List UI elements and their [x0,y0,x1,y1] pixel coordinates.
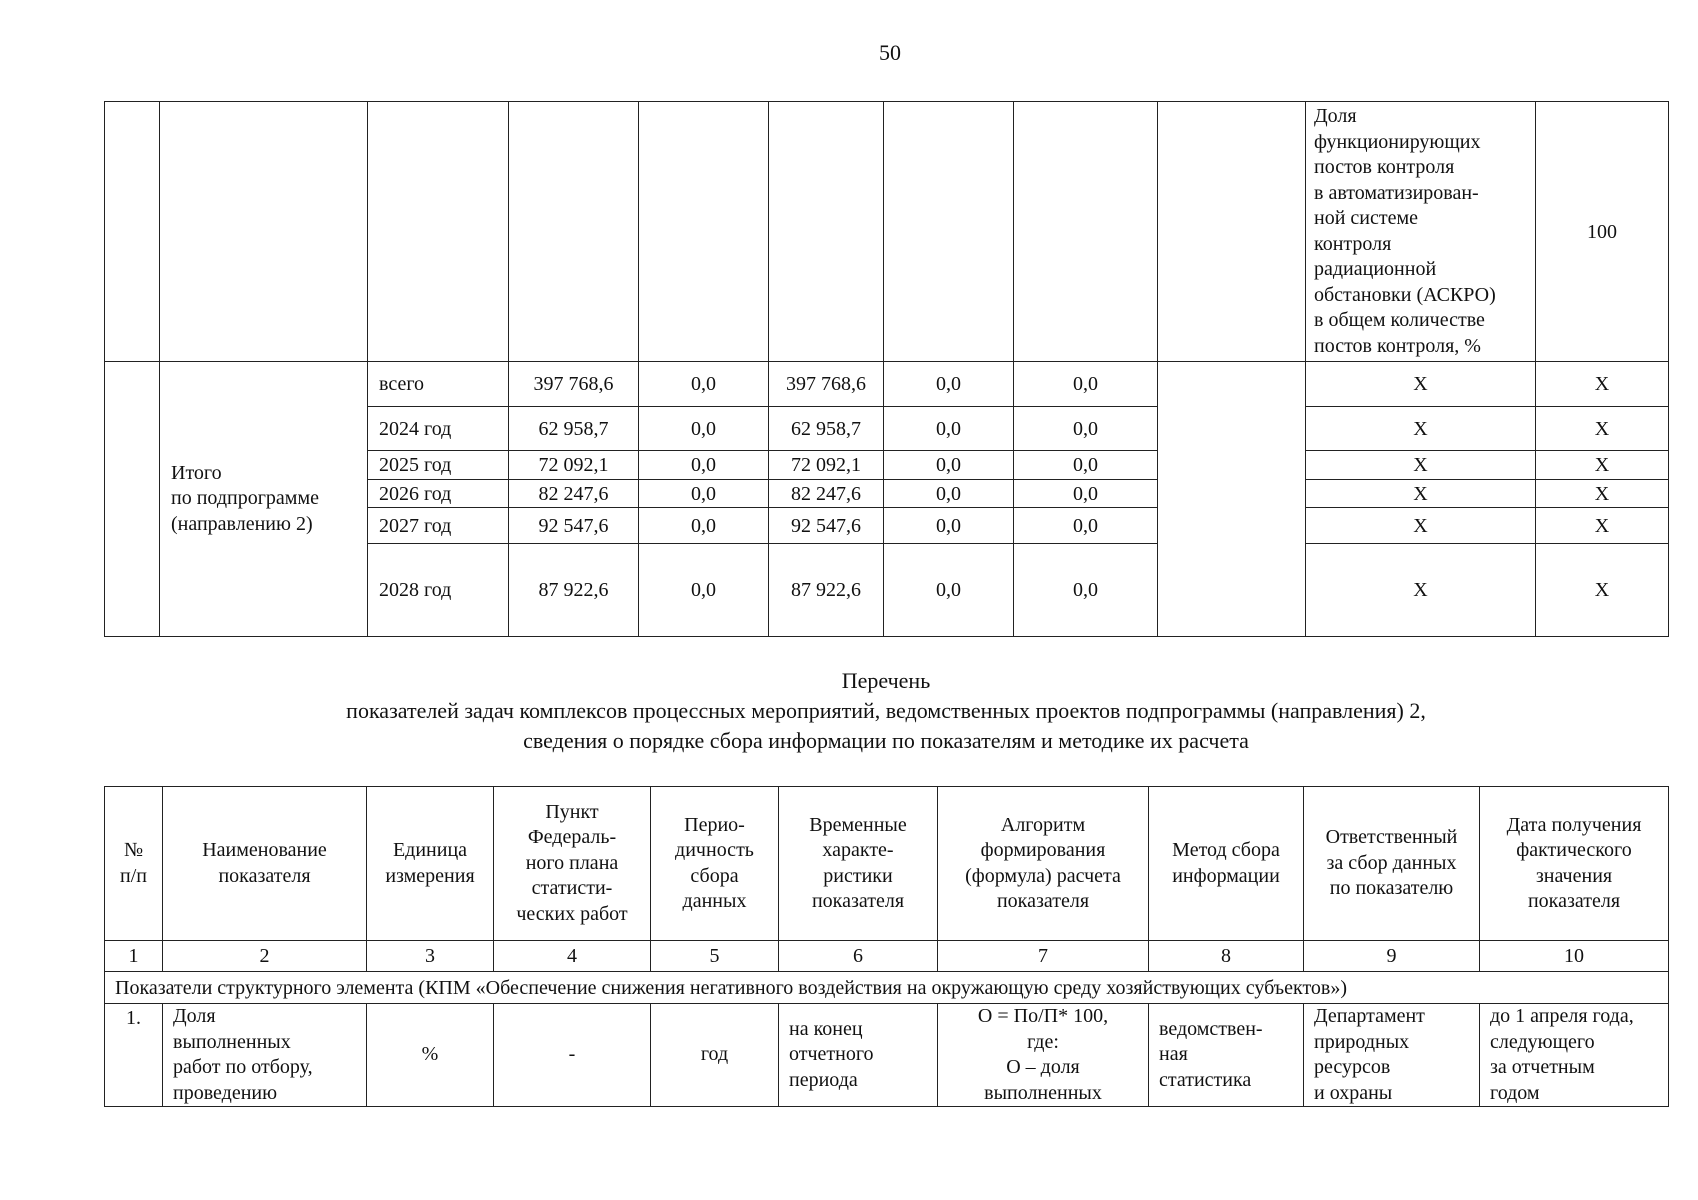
column-number-row: 1 2 3 4 5 6 7 8 9 10 [105,941,1669,972]
table-row: 2027 год 92 547,6 0,0 92 547,6 0,0 0,0 Х Х [105,508,1669,544]
col-header: Ответственный за сбор данных по показателю [1304,787,1480,941]
heading-subtitle: сведения о порядке сбора информации по показателям и методике их расчета [523,728,1249,753]
col-header: Дата получения фактического значения показателя [1480,787,1669,941]
table-row: 2028 год 87 922,6 0,0 87 922,6 0,0 0,0 Х Х [105,544,1669,637]
col-header: Пункт Федераль- ного плана статисти- ческих работ [494,787,651,941]
col-header: Наименование показателя [163,787,367,941]
col-header: Метод сбора информации [1149,787,1304,941]
indicators-table [104,786,1669,1107]
heading-title: Перечень [841,668,931,693]
col-header: Алгоритм формирования (формула) расчета показателя [938,787,1149,941]
section-title: Показатели структурного элемента (КПМ «Обеспечение снижения негативного воздействия на окружающую среду хозяйствующих субъектов») [105,972,1669,1004]
table-row: 2026 год 82 247,6 0,0 82 247,6 0,0 0,0 Х Х [105,480,1669,508]
section-heading [104,666,1668,756]
col-header: № п/п [105,787,163,941]
indicator-value: 100 [1536,102,1669,362]
indicator-name: Доля функционирующих постов контроля в автоматизирован- ной системе контроля радиационной обстановки (АСКРО) в общем количестве постов контроля, % [1306,102,1536,362]
table-row: 2025 год 72 092,1 0,0 72 092,1 0,0 0,0 Х Х [105,451,1669,480]
header-row [105,787,1669,941]
heading-subtitle: показателей задач комплексов процессных мероприятий, ведомственных проектов подпрограммы (направления) 2, [346,698,1426,723]
section-row [105,972,1669,1004]
table-row: 2024 год 62 958,7 0,0 62 958,7 0,0 0,0 Х Х [105,407,1669,451]
col-header: Временные характе- ристики показателя [779,787,938,941]
table-row: 1. Доля выполненных работ по отбору, проведению % - год на конец отчетного периода О = По/П* 100, где: О – доля выполненных ведомствен- ная статистика Департамент природных ресурсов и охраны до 1 апреля года, следующего за отчетным годом [105,1004,1669,1107]
col-header: Перио- дичность сбора данных [651,787,779,941]
col-header: Единица измерения [367,787,494,941]
financing-table [104,101,1669,637]
indicator-row [105,102,1669,362]
table-row: Итого по подпрограмме (направлению 2) всего 397 768,6 0,0 397 768,6 0,0 0,0 Х Х [105,362,1669,407]
indicator-name: Доля выполненных работ по отбору, проведению [163,1004,367,1107]
page-number: 50 [879,40,901,65]
total-label: Итого по подпрограмме (направлению 2) [160,362,368,637]
